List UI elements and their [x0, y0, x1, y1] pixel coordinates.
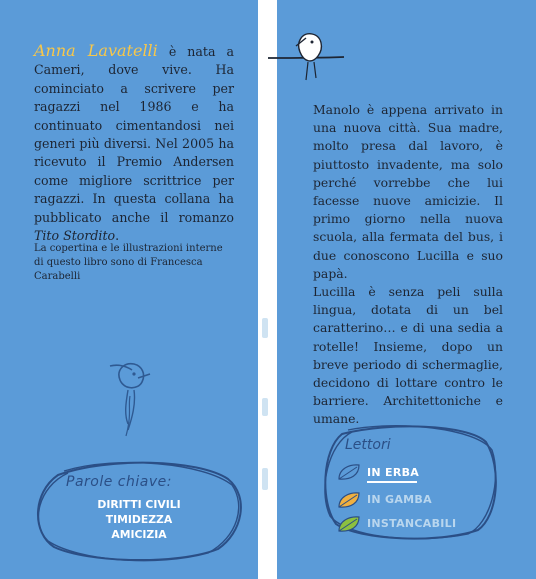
bird-on-wire-illustration [266, 24, 346, 86]
synopsis [313, 101, 503, 429]
active-level-underline [367, 481, 417, 483]
gutter [258, 0, 277, 579]
keywords-title: Parole chiave: [66, 474, 172, 490]
author-name: Anna Lavatelli [34, 41, 158, 60]
synopsis-paragraph: Lucilla è senza peli sulla lingua, dotata di un bel caratterino… e di una sedia a rotelle! Insieme, dopo un breve periodo di schermaglie, decidono di lottare contro le barriere. Architettoniche e umane. [313, 284, 503, 427]
gutter-mark [262, 398, 268, 416]
synopsis-paragraph: Manolo è appena arrivato in una nuova città. Sua madre, molto presa dal lavoro, è piuttosto invadente, ma solo perché vorrebbe che lui facesse nuove amicizie. Il primo giorno nella nuova scuola, alla fermata del bus, i due conoscono Lucilla e suo papà. [313, 102, 503, 281]
leaf-orange-icon [337, 491, 361, 509]
level-in-gamba: IN GAMBA [367, 493, 432, 506]
illustration-credits: La copertina e le illustrazioni interne di questo libro sono di Francesca Carabelli [34, 243, 223, 282]
bio-text: è nata a Cameri, dove vive. Ha cominciato a scrivere per ragazzi nel 1986 e ha continuato cimentandosi nei generi più diversi. Nel 2005 ha ricevuto il Premio Andersen come migliore scrittrice per ragazzi. In questa collana ha pubblicato anche il romanzo [34, 44, 234, 225]
level-in-erba: IN ERBA [367, 466, 420, 479]
level-instancabili: INSTANCABILI [367, 517, 457, 530]
keyword-item: TIMIDEZZA [105, 513, 173, 526]
keyword-item: AMICIZIA [111, 528, 167, 541]
readers-title: Lettori [345, 437, 391, 453]
gutter-mark [262, 318, 268, 338]
keyword-item: DIRITTI CIVILI [97, 498, 181, 511]
leaf-green-icon [337, 515, 361, 533]
bio-end: . [115, 228, 120, 244]
author-bio [34, 42, 234, 245]
book-title: Tito Stordito [34, 228, 116, 244]
bird-illustration [98, 352, 168, 444]
keywords-list [64, 497, 214, 542]
leaf-blue-icon [337, 463, 361, 481]
gutter-mark [262, 468, 268, 490]
